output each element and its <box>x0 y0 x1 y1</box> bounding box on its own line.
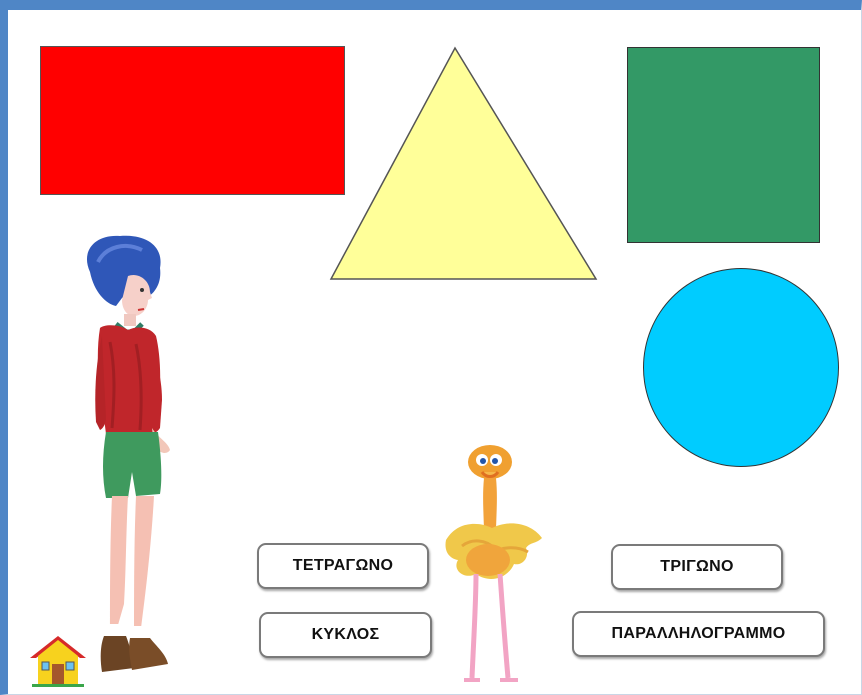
parallilogrammo-button[interactable]: ΠΑΡΑΛΛΗΛΟΓΡΑΜΜΟ <box>572 611 825 657</box>
trigono-button[interactable]: ΤΡΙΓΩΝΟ <box>611 544 783 590</box>
home-icon[interactable] <box>28 632 88 688</box>
yellow-triangle[interactable] <box>328 44 600 282</box>
boy-character <box>76 232 186 682</box>
ostrich-character <box>438 442 546 687</box>
tetragono-button[interactable]: ΤΕΤΡΑΓΩΝΟ <box>257 543 429 589</box>
red-rectangle[interactable] <box>40 46 345 195</box>
green-square[interactable] <box>627 47 820 243</box>
cyan-circle[interactable] <box>643 268 839 467</box>
kyklos-button[interactable]: ΚΥΚΛΟΣ <box>259 612 432 658</box>
